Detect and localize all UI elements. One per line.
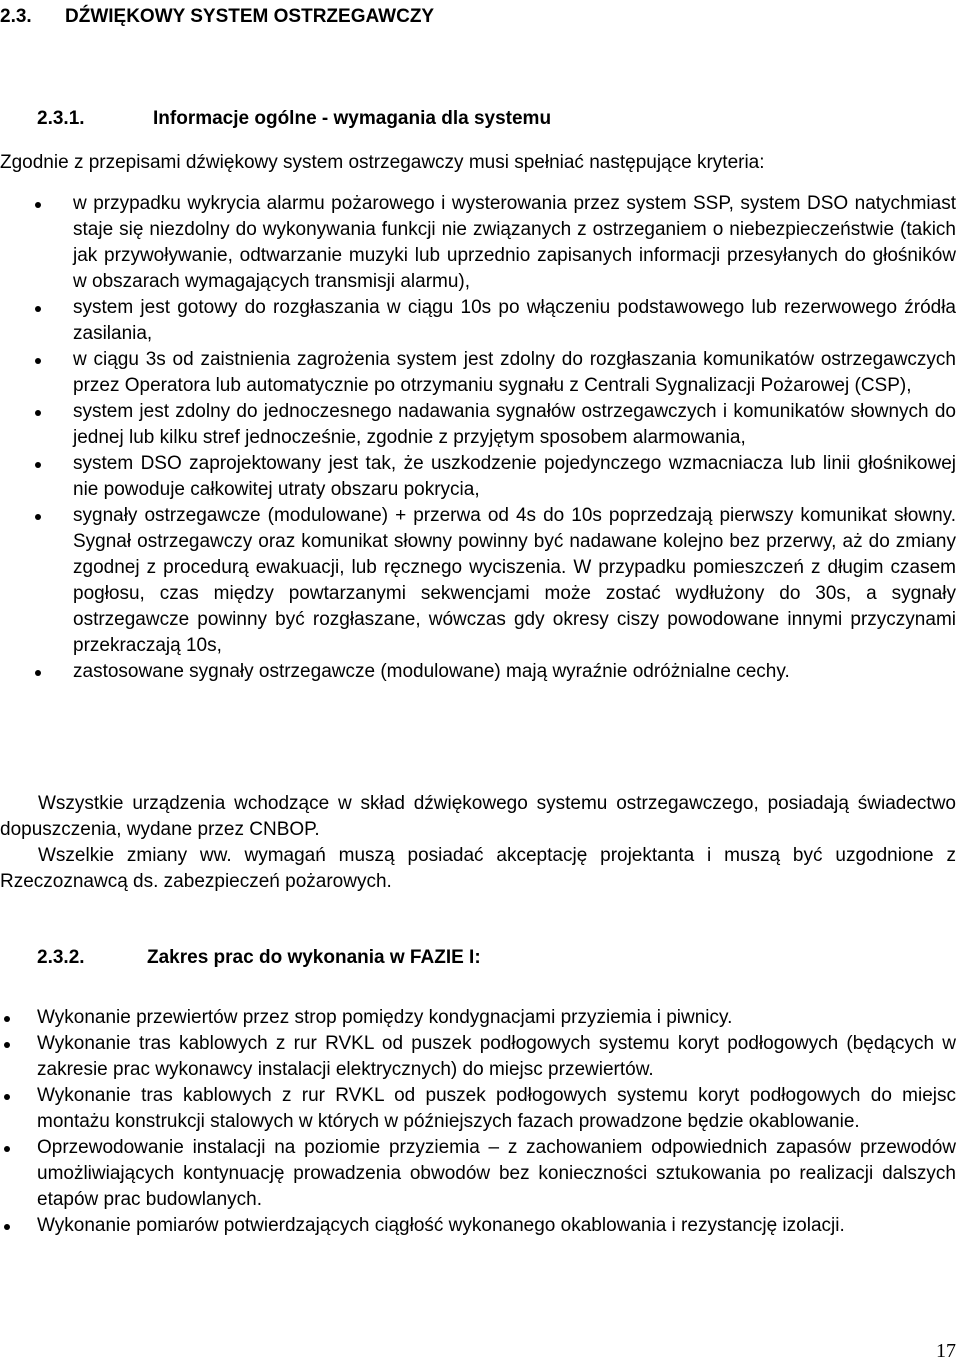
list-item-text: w przypadku wykrycia alarmu pożarowego i wysterowania przez system SSP, system DSO natychmiast staje się niezdolny do wykonywania funkcji nie związanych z ostrzeganiem o niebezpieczeństwie (takich jak przywoływanie, odtwarzanie muzyki lub uprzednio zapisanych informacji przesyłanych do głośników w obszarach wymagających transmisji alarmu),: [73, 193, 956, 292]
subsection-number-2: 2.3.2.: [37, 947, 85, 968]
bullet-icon: [35, 462, 41, 468]
certification-paragraph: Wszystkie urządzenia wchodzące w skład dźwiękowego systemu ostrzegawczego, posiadają świadectwo dopuszczenia, wydane przez CNBOP.: [0, 793, 956, 840]
bullet-icon: [35, 358, 41, 364]
page-number: 17: [936, 1340, 956, 1362]
list-item: [73, 295, 956, 347]
list-item: [37, 1005, 956, 1031]
subsection-heading-1: [37, 108, 551, 130]
list-item-text: w ciągu 3s od zaistnienia zagrożenia system jest zdolny do rozgłaszania komunikatów ostrzegawczych przez Operatora lub automatycznie po otrzymaniu sygnału z Centrali Sygnalizacji Pożarowej (CSP),: [73, 349, 956, 396]
bullet-icon: [35, 306, 41, 312]
requirements-list: [73, 191, 956, 685]
list-item: [73, 191, 956, 295]
bullet-icon: [4, 1224, 10, 1230]
list-item-text: zastosowane sygnały ostrzegawcze (modulowane) mają wyraźnie odróżnialne cechy.: [73, 661, 790, 682]
subsection-title-1: Informacje ogólne - wymagania dla systemu: [153, 108, 552, 129]
list-item: [37, 1135, 956, 1213]
list-item-text: Wykonanie przewiertów przez strop pomiędzy kondygnacjami przyziemia i piwnicy.: [37, 1007, 733, 1028]
list-item-text: Wykonanie pomiarów potwierdzających ciągłość wykonanego okablowania i rezystancję izolacji.: [37, 1215, 845, 1236]
section-title: DŹWIĘKOWY SYSTEM OSTRZEGAWCZY: [65, 6, 435, 27]
list-item-text: system jest zdolny do jednoczesnego nadawania sygnałów ostrzegawczych i komunikatów słownych do jednej lub kilku stref jednocześnie, zgodnie z przyjętym sposobem alarmowania,: [73, 401, 956, 448]
bullet-icon: [35, 514, 41, 520]
list-item: [73, 399, 956, 451]
subsection-heading-2: [37, 947, 481, 969]
bullet-icon: [35, 670, 41, 676]
list-item: [73, 347, 956, 399]
bullet-icon: [35, 202, 41, 208]
subsection-title-2: Zakres prac do wykonania w FAZIE I:: [147, 947, 481, 968]
list-item-text: Wykonanie tras kablowych z rur RVKL od puszek podłogowych systemu koryt podłogowych do miejsc montażu konstrukcji stalowych w których w późniejszych fazach prowadzone będzie okablowanie.: [37, 1085, 956, 1132]
list-item-text: Oprzewodowanie instalacji na poziomie przyziemia – z zachowaniem odpowiednich zapasów przewodów umożliwiających kontynuację prowadzenia obwodów bez konieczności sztukowania po realizacji dalszych etapów prac budowlanych.: [37, 1137, 956, 1210]
list-item-text: Wykonanie tras kablowych z rur RVKL od puszek podłogowych systemu koryt podłogowych (będących w zakresie prac wykonawcy instalacji elektrycznych) do miejsc przewiertów.: [37, 1033, 956, 1080]
work-scope-list: [37, 1005, 956, 1239]
bullet-icon: [4, 1146, 10, 1152]
list-item: [37, 1213, 956, 1239]
list-item: [37, 1083, 956, 1135]
section-heading: [0, 6, 434, 28]
list-item: [37, 1031, 956, 1083]
bullet-icon: [4, 1042, 10, 1048]
bullet-icon: [4, 1094, 10, 1100]
list-item-text: system jest gotowy do rozgłaszania w ciągu 10s po włączeniu podstawowego lub rezerwowego źródła zasilania,: [73, 297, 956, 344]
list-item: [73, 659, 956, 685]
list-item: [73, 503, 956, 659]
subsection-number-1: 2.3.1.: [37, 108, 85, 129]
list-item-text: system DSO zaprojektowany jest tak, że uszkodzenie pojedynczego wzmacniacza lub linii głośnikowej nie powoduje całkowitej utraty obszaru pokrycia,: [73, 453, 956, 500]
list-item-text: sygnały ostrzegawcze (modulowane) + przerwa od 4s do 10s poprzedzają pierwszy komunikat słowny. Sygnał ostrzegawczy oraz komunikat słowny powinny być nadawane kolejno bez przerwy, aż do zmiany zgodnej z procedurą ewakuacji, lub ręcznego wyciszenia. W przypadku pomieszczeń z długim czasem pogłosu, czas między powtarzanymi sekwencjami może zostać wydłużony do 30s, a sygnały ostrzegawcze powinny być rozgłaszane, wówczas gdy okresy ciszy powodowane innymi przyczynami przekraczają 10s,: [73, 505, 956, 656]
bullet-icon: [4, 1016, 10, 1022]
list-item: [73, 451, 956, 503]
approval-paragraph: Wszelkie zmiany ww. wymagań muszą posiadać akceptację projektanta i muszą być uzgodnione z Rzeczoznawcą ds. zabezpieczeń pożarowych.: [0, 845, 956, 892]
bullet-icon: [35, 410, 41, 416]
section-number: 2.3.: [0, 6, 32, 27]
intro-paragraph: Zgodnie z przepisami dźwiękowy system ostrzegawczy musi spełniać następujące kryteria:: [0, 152, 765, 173]
